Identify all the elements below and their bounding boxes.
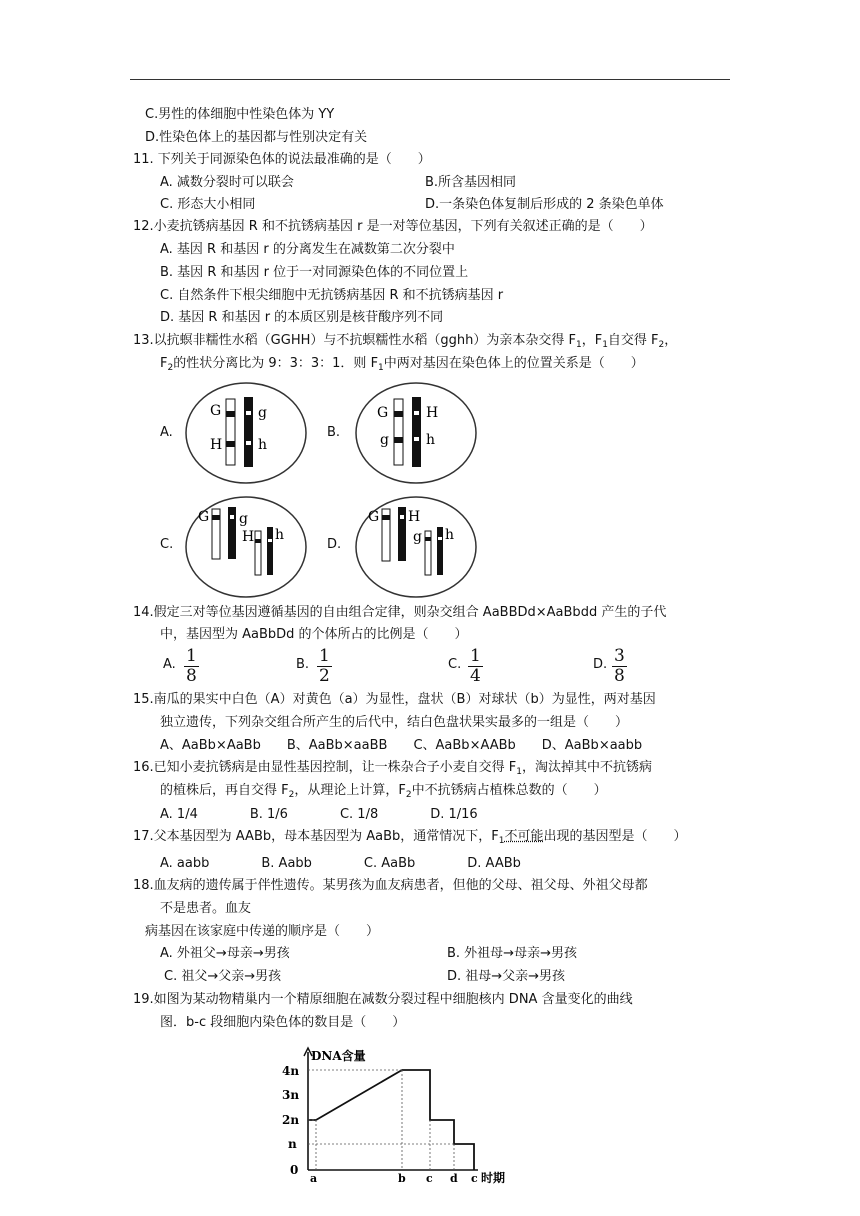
q14-fraction-c: $\frac{1}{4}$: [470, 646, 481, 686]
q13-stem-line2: $F_2$的性状分离比为 9：3：3：1．则 $F_1$中两对基因在染色体上的位置关系是（ ）: [160, 356, 644, 373]
q11-option-c: C. 形态大小相同: [160, 197, 256, 212]
q14-fraction-d: $\frac{3}{8}$: [614, 646, 625, 686]
gene-label: h: [445, 527, 455, 543]
q11-option-a: A. 减数分裂时可以联会: [160, 175, 294, 190]
q13-label-c: C.: [160, 537, 174, 552]
gene-label: g: [380, 432, 389, 448]
gene-label: G: [198, 509, 210, 525]
gene-label: H: [408, 509, 421, 525]
q10-option-c: C.男性的体细胞中性染色体为 YY: [145, 107, 335, 122]
q14-label-d: D.: [593, 657, 608, 672]
q12-option-c: C. 自然条件下根尖细胞中无抗锈病基因 R 和不抗锈病基因 r: [160, 288, 504, 303]
y-axis-label: DNA含量: [311, 1049, 366, 1063]
gene-label: H: [426, 405, 439, 421]
y-tick: 0: [290, 1163, 299, 1177]
q18-option-d: D. 祖母→父亲→男孩: [447, 969, 566, 984]
q18-option-b: B. 外祖母→母亲→男孩: [447, 946, 577, 961]
q18-stem-line1: 18.血友病的遗传属于伴性遗传。某男孩为血友病患者，但他的父母、祖父母、外祖父母都: [133, 878, 648, 893]
q14-label-a: A.: [163, 657, 176, 672]
q10-option-d: D.性染色体上的基因都与性别决定有关: [145, 130, 368, 145]
gene-label: g: [239, 511, 248, 527]
q11-option-b: B.所含基因相同: [425, 175, 517, 190]
q11-option-d: D.一条染色体复制后形成的 2 条染色单体: [425, 197, 664, 212]
y-tick: 2n: [282, 1113, 300, 1127]
gene-label: h: [258, 437, 268, 453]
gene-label: G: [377, 405, 389, 421]
q11-stem: 11. 下列关于同源染色体的说法最准确的是（ ）: [133, 152, 431, 167]
q13-label-d: D.: [327, 537, 342, 552]
q12-stem: 12.小麦抗锈病基因 R 和不抗锈病基因 r 是一对等位基因，下列有关叙述正确的是（ ）: [133, 219, 653, 234]
gene-label: H: [242, 529, 255, 545]
q14-fraction-b: $\frac{1}{2}$: [319, 646, 330, 686]
dna-content-graph: [278, 1046, 528, 1186]
x-tick: c: [471, 1172, 478, 1185]
q14-label-b: B.: [296, 657, 310, 672]
q18-option-c: C. 祖父→父亲→男孩: [164, 969, 282, 984]
q18-stem-line3: 病基因在该家庭中传递的顺序是（ ）: [145, 924, 380, 939]
q16-stem-line2: 的植株后，再自交得 $F_2$，从理论上计算，$F_2$中不抗锈病占植株总数的（ ）: [160, 783, 607, 800]
gene-label: H: [210, 437, 223, 453]
gene-label: h: [426, 432, 436, 448]
gene-label: g: [258, 405, 267, 421]
x-tick: a: [310, 1172, 318, 1185]
gene-label: G: [368, 509, 380, 525]
q12-option-d: D. 基因 R 和基因 r 的本质区别是核苷酸序列不同: [160, 310, 444, 325]
x-tick: c: [426, 1172, 433, 1185]
y-tick: 4n: [282, 1064, 300, 1078]
gene-label: g: [413, 529, 422, 545]
q17-stem: 17.父本基因型为 AABb，母本基因型为 AaBb，通常情况下，$F_1$不可能出现的基因型是（ ）: [133, 829, 687, 846]
q15-options: A、AaBb×AaBb B、AaBb×aaBB C、AaBb×AABb D、AaBb×aabb: [160, 738, 643, 753]
q18-stem-line2: 不是患者。血友: [160, 901, 252, 916]
q14-label-c: C.: [448, 657, 462, 672]
y-tick: 3n: [282, 1088, 300, 1102]
q15-stem-line1: 15.南瓜的果实中白色（A）对黄色（a）为显性，盘状（B）对球状（b）为显性，两对基因: [133, 692, 656, 707]
q15-stem-line2: 独立遗传，下列杂交组合所产生的后代中，结白色盘状果实最多的一组是（ ）: [160, 715, 629, 730]
cell-diagram-d: [354, 495, 478, 599]
x-axis-label: 时期: [481, 1171, 506, 1185]
q14-stem-line1: 14.假定三对等位基因遵循基因的自由组合定律，则杂交组合 AaBBDd×AaBbdd 产生的子代: [133, 605, 667, 620]
q19-stem-line1: 19.如图为某动物精巢内一个精原细胞在减数分裂过程中细胞核内 DNA 含量变化的曲线: [133, 992, 633, 1007]
cell-diagram-a: [184, 381, 308, 485]
q13-label-a: A.: [160, 425, 173, 440]
x-tick: b: [398, 1172, 406, 1185]
q12-option-a: A. 基因 R 和基因 r 的分离发生在减数第二次分裂中: [160, 242, 455, 257]
x-tick: d: [450, 1172, 458, 1185]
q16-options: A. 1/4 B. 1/6 C. 1/8 D. 1/16: [160, 807, 478, 822]
y-tick: n: [288, 1137, 297, 1151]
gene-label: h: [275, 527, 285, 543]
q18-option-a: A. 外祖父→母亲→男孩: [160, 946, 290, 961]
q17-options: A. aabb B. Aabb C. AaBb D. AABb: [160, 856, 521, 871]
cell-diagram-b: [354, 381, 478, 485]
gene-label: G: [210, 403, 222, 419]
q16-stem-line1: 16.已知小麦抗锈病是由显性基因控制，让一株杂合子小麦自交得 $F_1$，淘汰掉其中不抗锈病: [133, 760, 653, 777]
dna-curve: [308, 1070, 474, 1170]
q14-fraction-a: $\frac{1}{8}$: [186, 646, 197, 686]
header-rule: [130, 79, 730, 80]
q14-stem-line2: 中，基因型为 AaBbDd 的个体所占的比例是（ ）: [160, 627, 468, 642]
q19-stem-line2: 图．b-c 段细胞内染色体的数目是（ ）: [160, 1015, 406, 1030]
cell-diagram-c: [184, 495, 308, 599]
q13-label-b: B.: [327, 425, 341, 440]
q12-option-b: B. 基因 R 和基因 r 位于一对同源染色体的不同位置上: [160, 265, 469, 280]
q13-stem-line1: 13.以抗螟非糯性水稻（GGHH）与不抗螟糯性水稻（gghh）为亲本杂交得 $F_1$，$F_1$自交得 $F_2$，: [133, 333, 678, 350]
